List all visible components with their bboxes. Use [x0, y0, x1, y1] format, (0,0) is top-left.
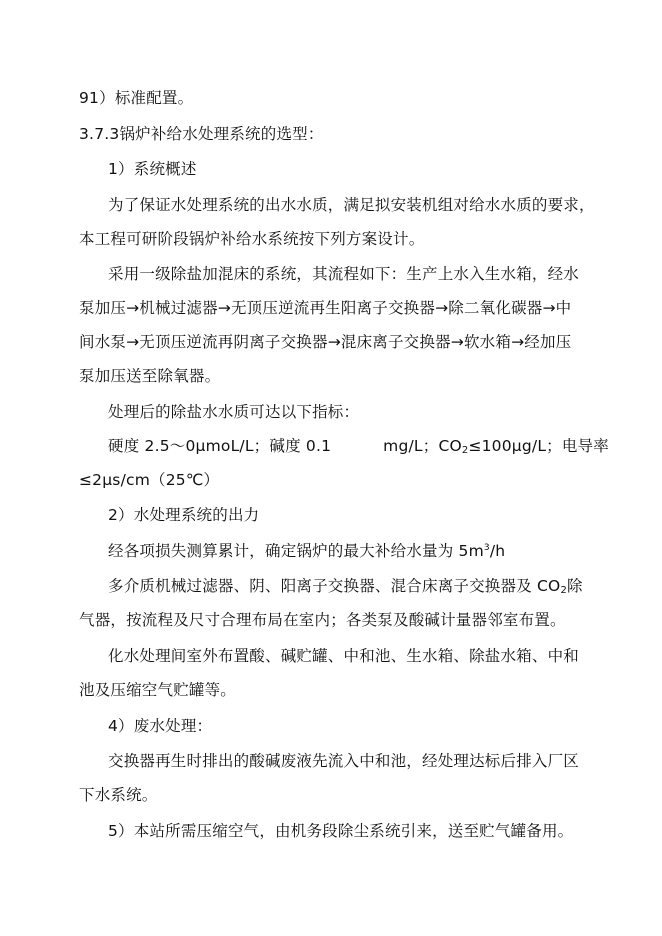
paragraph-outdoor-line-1: 化水处理间室外布置酸、碱贮罐、中和池、生水箱、除盐水箱、中和: [108, 647, 580, 665]
alkalinity-unit-text: mg/L；CO: [383, 437, 462, 455]
flow-unit-text: /h: [489, 542, 506, 560]
cubic-superscript: 3: [483, 543, 490, 553]
paragraph-quality-values: [108, 436, 609, 456]
paragraph-compressed-air: 5）本站所需压缩空气，由机务段除尘系统引来，送至贮气罐备用。: [108, 822, 574, 840]
paragraph-outdoor-line-2: 池及压缩空气贮罐等。: [79, 681, 237, 699]
paragraph-layout-line-2: 气器，按流程及尺寸合理布局在室内；各类泵及酸碱计量器邻室布置。: [79, 611, 566, 629]
subheading-water-treatment-output: 2）水处理系统的出力: [108, 506, 260, 524]
subheading-wastewater: 4）废水处理：: [108, 717, 213, 735]
paragraph-layout-line-1: [108, 576, 583, 596]
paragraph-process-line-3: 间水泵→无顶压逆流再阴离子交换器→混床离子交换器→软水箱→经加压: [79, 333, 572, 351]
hardness-text: 硬度 2.5～0μmoL/L；碱度 0.1: [108, 437, 332, 455]
paragraph-purpose-line-1: 为了保证水处理系统的出水水质，满足拟安装机组对给水水质的要求，: [108, 196, 595, 214]
paragraph-process-line-2: 泵加压→机械过滤器→无顶压逆流再生阳离子交换器→除二氧化碳器→中: [79, 299, 572, 317]
max-makeup-text: 经各项损失测算累计，确定锅炉的最大补给水量为 5m: [108, 542, 484, 560]
paragraph-wastewater-line-2: 下水系统。: [79, 786, 158, 804]
paragraph-quality-intro: 处理后的除盐水水质可达以下指标：: [108, 403, 360, 421]
paragraph-standard-config: 91）标准配置。: [79, 89, 194, 107]
section-heading-3-7-3: 3.7.3锅炉补给水处理系统的选型：: [79, 125, 324, 143]
paragraph-conductivity: ≤2μs/cm（25℃）: [79, 471, 220, 489]
layout-line-1-text: 多介质机械过滤器、阴、阳离子交换器、混合床离子交换器及 CO: [108, 577, 561, 595]
subheading-system-overview: 1）系统概述: [108, 160, 197, 178]
paragraph-process-line-1: 采用一级除盐加混床的系统，其流程如下：生产上水入生水箱，经水: [108, 265, 580, 283]
co2-limit-text: ≤100μg/L；电导率: [468, 437, 609, 455]
paragraph-wastewater-line-1: 交换器再生时排出的酸碱废液先流入中和池，经处理达标后排入厂区: [108, 752, 580, 770]
co2-subscript: 2: [461, 445, 469, 456]
co2-subscript-2: 2: [560, 585, 568, 596]
layout-line-1-tail: 除: [567, 577, 583, 595]
paragraph-max-makeup-water: [108, 541, 505, 561]
paragraph-process-line-4: 泵加压送至除氧器。: [79, 367, 221, 385]
paragraph-purpose-line-2: 本工程可研阶段锅炉补给水系统按下列方案设计。: [79, 230, 425, 248]
